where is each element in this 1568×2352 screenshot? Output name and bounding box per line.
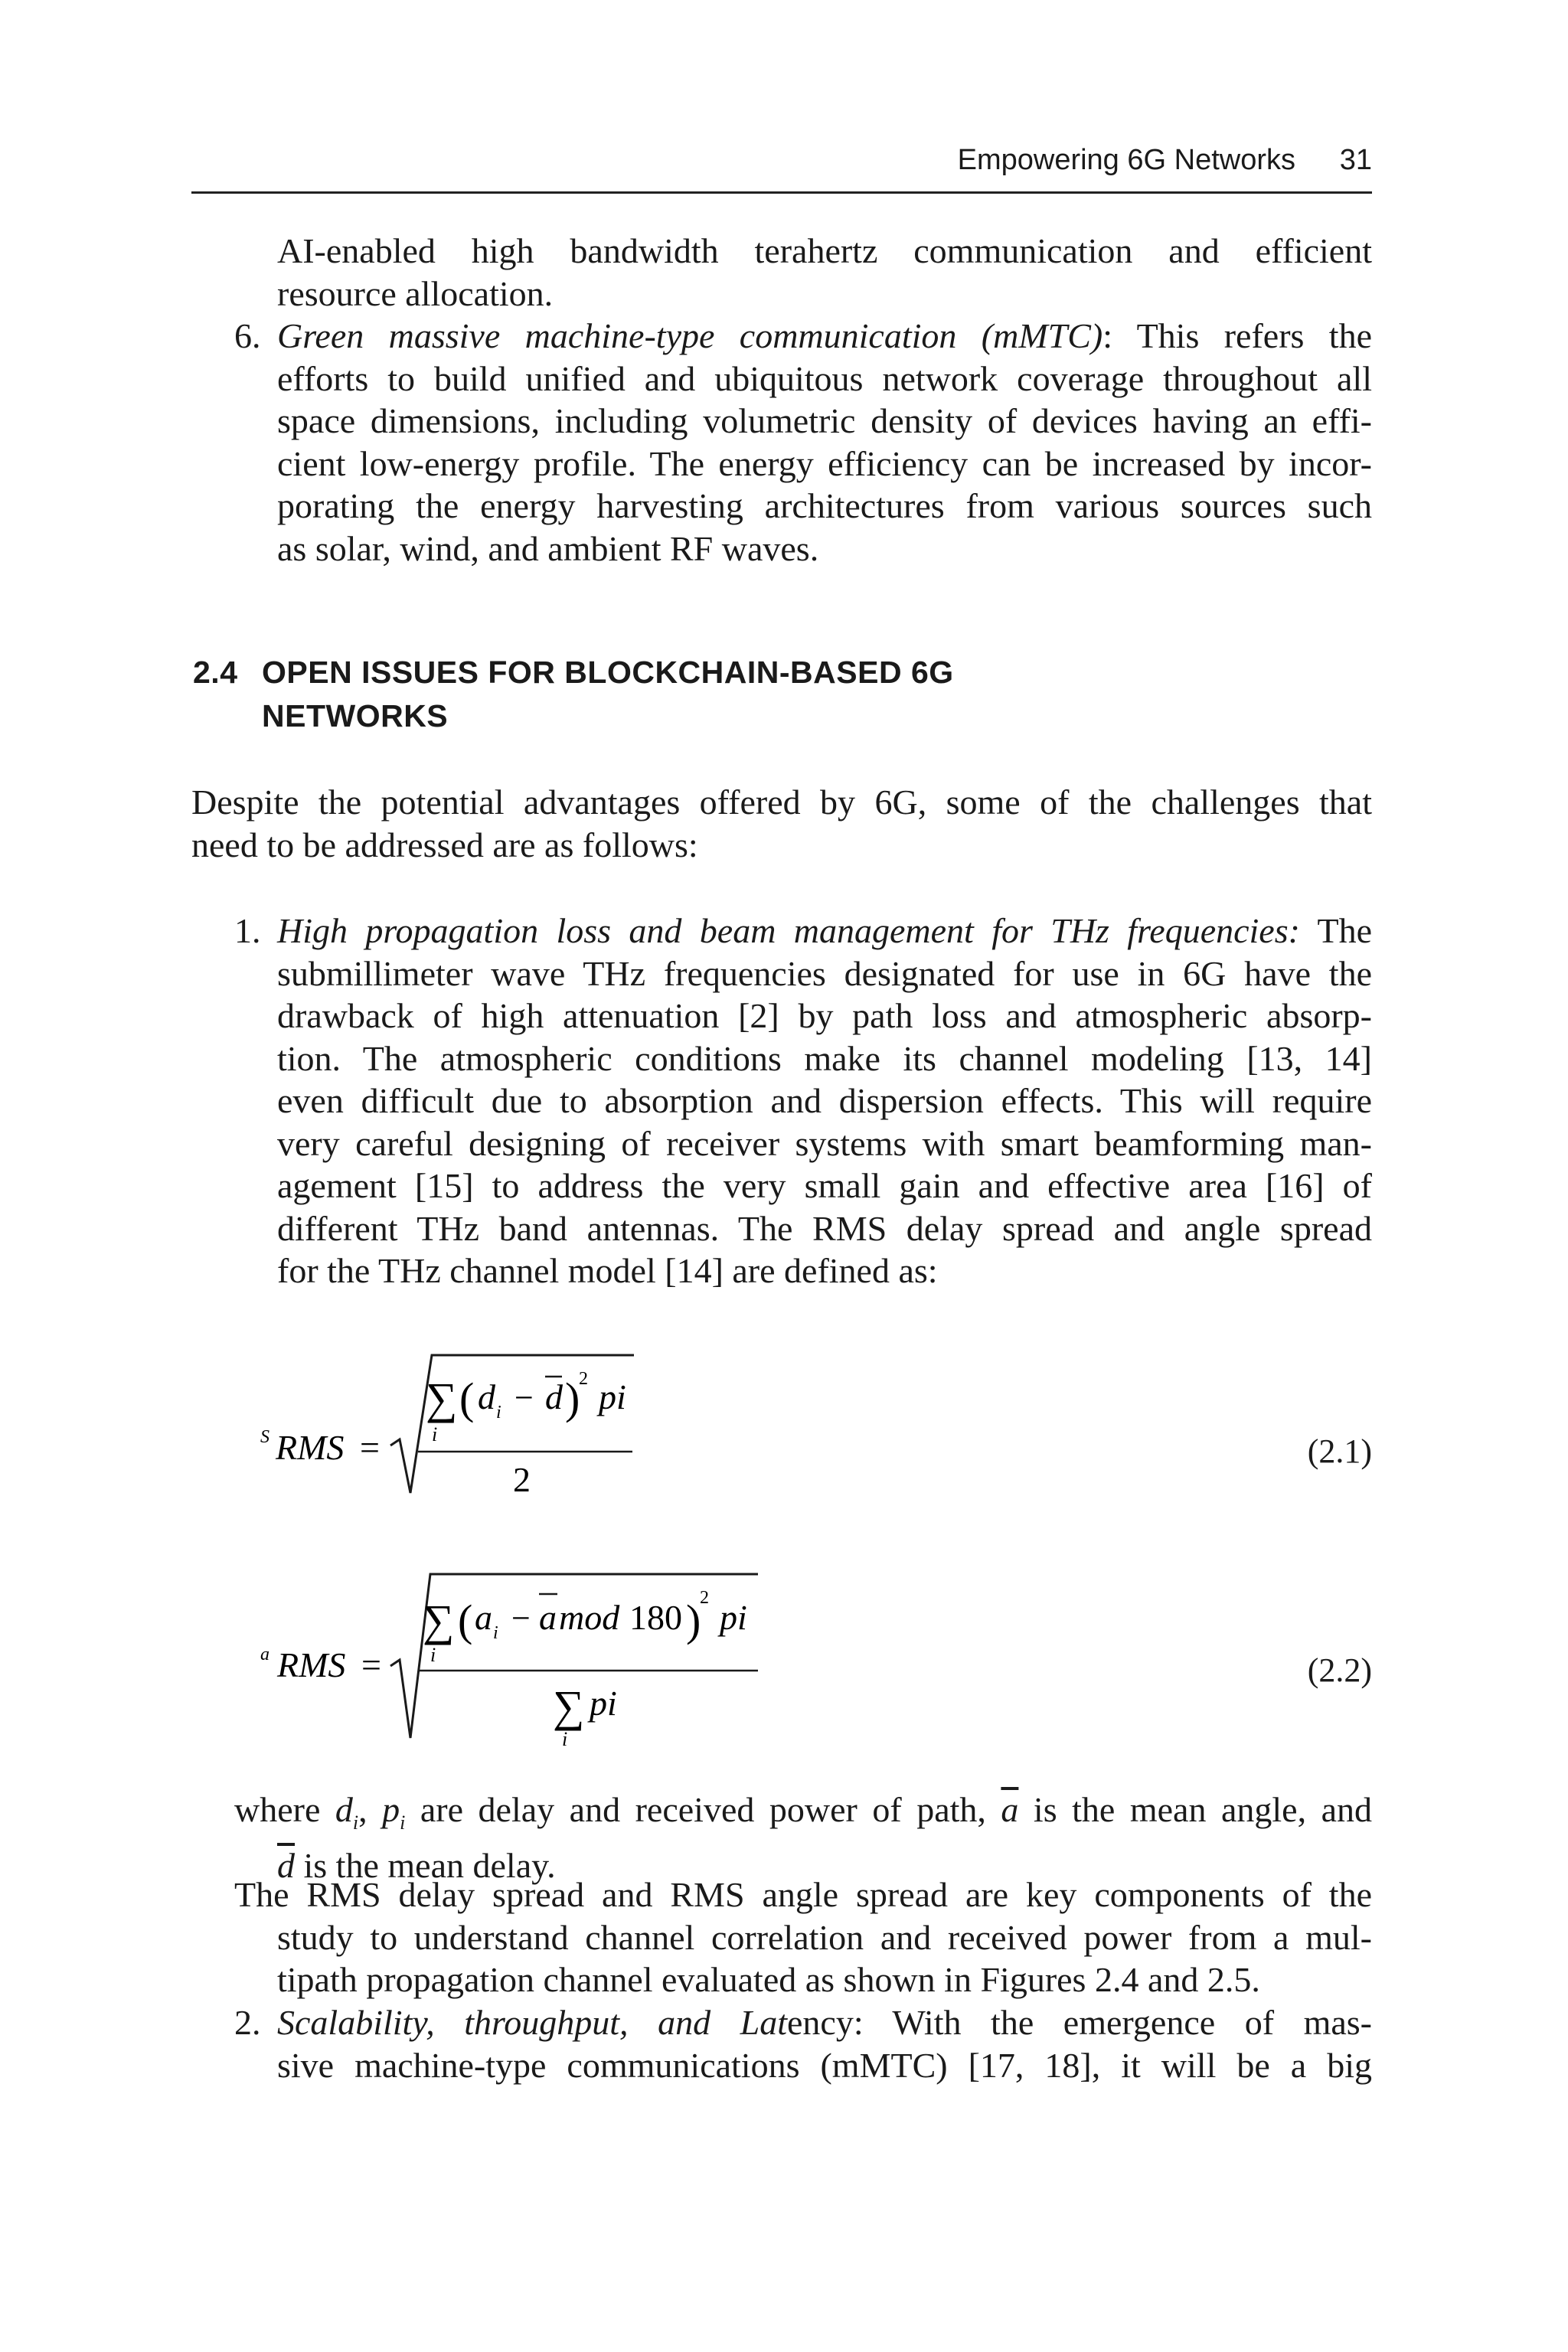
denominator: 2 xyxy=(513,1460,531,1499)
lhs-superscript: S xyxy=(260,1427,270,1447)
section-title: OPEN ISSUES FOR BLOCKCHAIN-BASED 6G NETWORKS xyxy=(262,655,954,733)
sum-sign: ∑ xyxy=(426,1374,458,1423)
list-item-2 xyxy=(277,2001,1372,2086)
rms-paragraph xyxy=(234,1873,1372,2001)
text-line: porating the energy harvesting architectures from various sources such xyxy=(277,486,1372,525)
exponent: 2 xyxy=(579,1369,588,1389)
text-line: agement [15] to address the very small gain and effective area [16] of xyxy=(277,1166,1372,1205)
lhs-rms: RMS xyxy=(277,1645,346,1684)
var-p: p xyxy=(382,1790,400,1829)
var-pi: pi xyxy=(720,1598,747,1637)
equals-sign: = xyxy=(360,1428,380,1467)
sum-sign: ∑ xyxy=(423,1596,455,1645)
running-title: Empowering 6G Networks xyxy=(957,144,1295,176)
text-line: sive machine-type communications (mMTC) [17, 18], it will be a big xyxy=(277,2045,1372,2085)
equation-number: (2.2) xyxy=(1307,1651,1372,1689)
item-title: High propagation loss and beam management for THz frequencies: xyxy=(277,911,1300,950)
denominator-pi: pi xyxy=(590,1684,617,1723)
equals-sign: = xyxy=(361,1645,381,1684)
text-line: very careful designing of receiver systems with smart beamforming man- xyxy=(277,1123,1372,1163)
text-line: tion. The atmospheric conditions make its channel modeling [13, 14] xyxy=(277,1038,1372,1078)
close-paren: ) xyxy=(686,1596,701,1645)
text-line: even difficult due to absorption and dispersion effects. This will require xyxy=(277,1081,1372,1120)
var-pi: pi xyxy=(599,1377,626,1416)
text-line: $\overline{d}$ is the mean delay. xyxy=(277,1845,556,1885)
var-dbar: d xyxy=(545,1377,563,1416)
var-abar: a xyxy=(539,1598,557,1637)
list-item-1 xyxy=(277,910,1372,1292)
open-paren: ( xyxy=(459,1374,475,1423)
text-line: different THz band antennas. The RMS delay spread and angle spread xyxy=(277,1208,1372,1248)
item-title: Scalability, throughput, and Lat xyxy=(277,2003,787,2042)
denominator-index: i xyxy=(562,1728,568,1750)
var-dbar: $\overline{d}$ xyxy=(277,1845,295,1885)
minus-sign: − xyxy=(514,1379,534,1416)
item-title: Green massive machine-type communication (mMTC) xyxy=(277,316,1103,355)
text-line: The RMS delay spread and RMS angle spread are key components of the xyxy=(234,1875,1372,1914)
sum-index: i xyxy=(430,1644,436,1666)
lhs-rms: RMS xyxy=(276,1428,345,1467)
number-180: 180 xyxy=(629,1598,682,1637)
text-line: Scalability, throughput, and Latency: With the emergence of mas- xyxy=(277,2003,1372,2042)
text-line: space dimensions, including volumetric density of devices having an effi- xyxy=(277,401,1372,440)
text-line: Despite the potential advantages offered by 6G, some of the challenges that xyxy=(191,782,1372,822)
text-line: cient low-energy profile. The energy efficiency can be increased by incor- xyxy=(277,443,1372,483)
text-line: for the THz channel model [14] are defined as: xyxy=(277,1251,938,1290)
text-line: where $d_i$, $p_i$ are delay and received power of path, $\overline{a}$ is the mean angle, and xyxy=(234,1790,1372,1834)
list-item-6 xyxy=(277,315,1372,570)
text-line: Green massive machine-type communication (mMTC): This refers the xyxy=(277,316,1372,355)
var-abar: $\overline{a}$ xyxy=(1001,1790,1019,1829)
text-line: resource allocation. xyxy=(277,273,554,313)
equation-number: (2.1) xyxy=(1307,1432,1372,1470)
intro-paragraph xyxy=(191,781,1372,866)
list-number: 2. xyxy=(234,2003,261,2042)
exponent: 2 xyxy=(700,1588,709,1608)
var-d: d xyxy=(335,1790,353,1829)
section-number: 2.4 xyxy=(193,655,238,690)
radical-sign xyxy=(390,1355,634,1493)
var-d: d xyxy=(478,1377,495,1416)
text-line: study to understand channel correlation and received power from a mul- xyxy=(277,1917,1372,1957)
text-line: AI-enabled high bandwidth terahertz communication and efficient xyxy=(277,231,1372,270)
sub-i: i xyxy=(493,1623,498,1643)
mod-operator: mod xyxy=(559,1598,620,1637)
text-line: drawback of high attenuation [2] by path loss and atmospheric absorp- xyxy=(277,996,1372,1035)
text-line: submillimeter wave THz frequencies designated for use in 6G have the xyxy=(277,953,1372,993)
close-paren: ) xyxy=(565,1374,580,1423)
list-number: 1. xyxy=(234,911,261,950)
text-line: as solar, wind, and ambient RF waves. xyxy=(277,528,819,568)
page-number: 31 xyxy=(1339,144,1372,176)
item5-continuation xyxy=(277,230,1372,315)
text-line: High propagation loss and beam management for THz frequencies: The xyxy=(277,911,1372,950)
denominator-sum: ∑ xyxy=(553,1681,585,1731)
minus-sign: − xyxy=(511,1599,531,1637)
sub-i: i xyxy=(496,1403,501,1423)
radical-sign xyxy=(390,1574,758,1738)
var-a: a xyxy=(475,1598,492,1637)
text-line: tipath propagation channel evaluated as shown in Figures 2.4 and 2.5. xyxy=(277,1960,1260,1999)
where-clause xyxy=(234,1788,1372,1886)
text-line: efforts to build unified and ubiquitous network coverage throughout all xyxy=(277,358,1372,398)
running-head xyxy=(191,142,1372,194)
open-paren: ( xyxy=(458,1596,473,1645)
sum-index: i xyxy=(432,1423,438,1446)
lhs-superscript: a xyxy=(260,1645,270,1664)
text-line: need to be addressed are as follows: xyxy=(191,825,698,864)
list-number: 6. xyxy=(234,316,261,355)
